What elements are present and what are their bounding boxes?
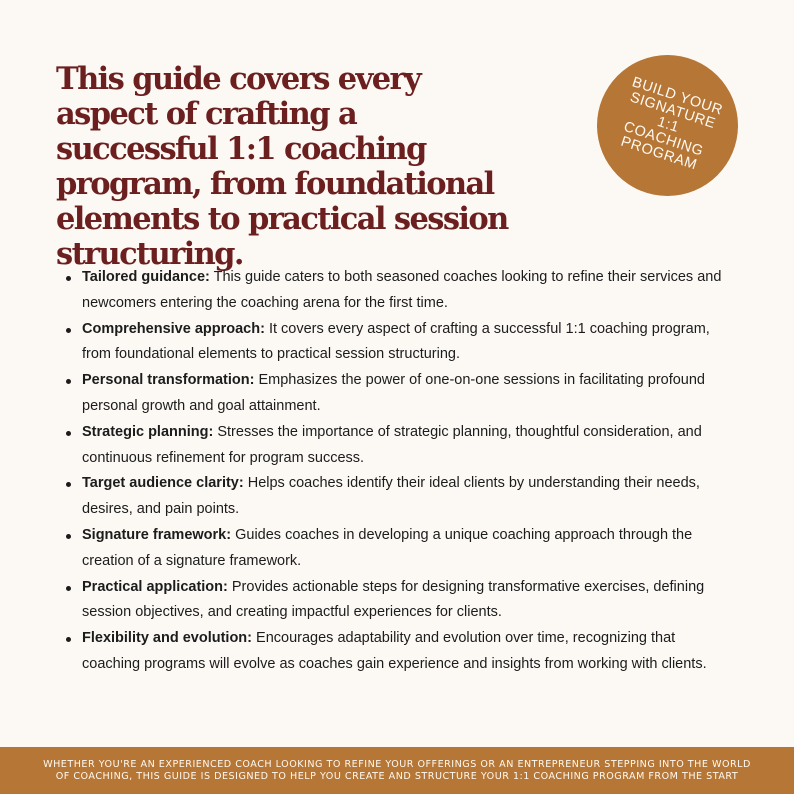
bullet-title: Personal transformation:	[82, 372, 255, 389]
bullet-dot-icon	[66, 586, 71, 591]
bullet-item	[82, 420, 732, 472]
bullet-dot-icon	[66, 637, 71, 642]
bullet-text: This guide caters to both seasoned coaches looking to refine their services and newcomers entering the coaching arena for the first time.	[82, 269, 722, 311]
bullet-item	[82, 317, 732, 369]
bullet-text: Stresses the importance of strategic planning, thoughtful consideration, and continuous refinement for program success.	[82, 423, 702, 466]
bullet-item	[82, 626, 732, 678]
bullet-title: Comprehensive approach:	[82, 320, 265, 337]
bullet-dot-icon	[66, 431, 71, 436]
headline: This guide covers every aspect of crafting a successful 1:1 coaching program, from foundational elements to practical session structuring.	[56, 61, 508, 272]
bullet-item	[82, 368, 732, 420]
bullet-item	[82, 575, 732, 627]
badge-circle	[597, 55, 738, 196]
bullet-title: Signature framework:	[82, 526, 232, 543]
bullet-text: Provides actionable steps for designing transformative exercises, defining session objectives, and creating impactful experiences for clients.	[82, 578, 705, 621]
bullet-item	[82, 523, 732, 575]
bullet-title: Target audience clarity:	[82, 475, 244, 492]
footer-text: WHETHER YOU'RE AN EXPERIENCED COACH LOOKING TO REFINE YOUR OFFERINGS OR AN ENTREPRENEUR STEPPING INTO THE WORLD OF COACHING, THIS GUIDE IS DESIGNED TO HELP YOU CREATE AND STRUCTURE YOUR 1:1 COACHING PROGRAM FROM THE START	[43, 759, 751, 782]
bullet-title: Practical application:	[82, 578, 228, 595]
bullet-text: Helps coaches identify their ideal clients by understanding their needs, desires, and pain points.	[82, 475, 700, 518]
badge-text: BUILD YOUR SIGNATURE 1:1 COACHING PROGRAM	[618, 74, 725, 174]
bullet-title: Flexibility and evolution:	[82, 630, 252, 647]
bullet-text: Encourages adaptability and evolution over time, recognizing that coaching programs will evolve as coaches gain experience and insights from working with clients.	[82, 630, 707, 672]
bullet-dot-icon	[66, 379, 71, 384]
footer-banner	[0, 747, 794, 794]
bullet-dot-icon	[66, 482, 71, 487]
bullet-dot-icon	[66, 534, 71, 539]
bullet-item	[82, 471, 732, 523]
bullet-item	[82, 265, 732, 317]
bullet-text: Emphasizes the power of one-on-one sessions in facilitating profound personal growth and goal attainment.	[82, 372, 705, 414]
bullet-text: Guides coaches in developing a unique coaching approach through the creation of a signature framework.	[82, 526, 693, 569]
bullet-dot-icon	[66, 276, 71, 281]
bullet-title: Tailored guidance:	[82, 269, 210, 285]
bullet-dot-icon	[66, 328, 71, 333]
bullet-text: It covers every aspect of crafting a successful 1:1 coaching program, from foundational elements to practical session structuring.	[82, 320, 710, 363]
bullet-title: Strategic planning:	[82, 423, 214, 440]
bullet-list	[82, 265, 732, 678]
